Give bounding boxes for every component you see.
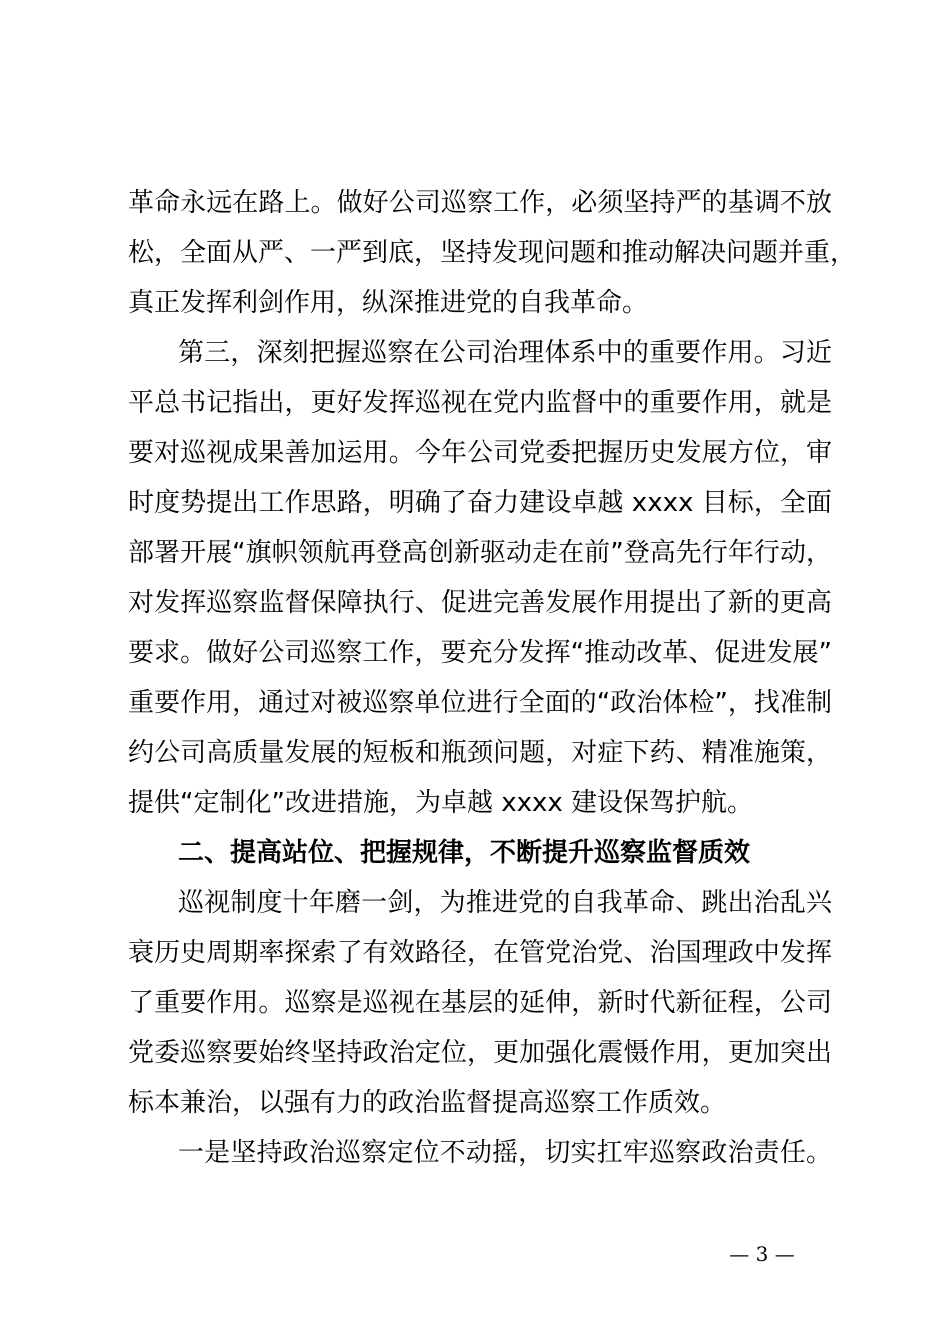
- paragraph-line: 部署开展“旗帜领航再登高创新驱动走在前”登高先行年行动，: [128, 538, 832, 568]
- paragraph-line: 要对巡视成果善加运用。今年公司党委把握历史发展方位，审: [128, 438, 832, 468]
- paragraph-line: 时度势提出工作思路，明确了奋力建设卓越 xxxx 目标，全面: [128, 488, 832, 518]
- paragraph-line: 党委巡察要始终坚持政治定位，更加强化震慑作用，更加突出: [128, 1038, 832, 1068]
- paragraph-line: 约公司高质量发展的短板和瓶颈问题，对症下药、精准施策，: [128, 738, 832, 768]
- page-number: — 3 —: [729, 1242, 795, 1266]
- paragraph-line: 衰历史周期率探索了有效路径，在管党治党、治国理政中发挥: [128, 938, 832, 968]
- paragraph-line: 一是坚持政治巡察定位不动摇，切实扛牢巡察政治责任。: [178, 1138, 832, 1168]
- paragraph-line: 巡视制度十年磨一剑，为推进党的自我革命、跳出治乱兴: [178, 888, 832, 918]
- paragraph-line: 标本兼治，以强有力的政治监督提高巡察工作质效。: [128, 1088, 727, 1118]
- paragraph-line: 革命永远在路上。做好公司巡察工作，必须坚持严的基调不放: [128, 188, 832, 218]
- paragraph-line: 要求。做好公司巡察工作，要充分发挥“推动改革、促进发展”: [128, 638, 832, 668]
- paragraph-line: 第三，深刻把握巡察在公司治理体系中的重要作用。习近: [178, 338, 832, 368]
- paragraph-line: 提供“定制化”改进措施，为卓越 xxxx 建设保驾护航。: [128, 788, 754, 818]
- paragraph-line: 对发挥巡察监督保障执行、促进完善发展作用提出了新的更高: [128, 588, 832, 618]
- paragraph-line: 真正发挥利剑作用，纵深推进党的自我革命。: [128, 288, 649, 318]
- section-heading: 二、提高站位、把握规律，不断提升巡察监督质效: [178, 838, 751, 868]
- paragraph-line: 了重要作用。巡察是巡视在基层的延伸，新时代新征程，公司: [128, 988, 832, 1018]
- paragraph-line: 平总书记指出，更好发挥巡视在党内监督中的重要作用，就是: [128, 388, 832, 418]
- paragraph-line: 松，全面从严、一严到底，坚持发现问题和推动解决问题并重，: [128, 238, 857, 268]
- paragraph-line: 重要作用，通过对被巡察单位进行全面的“政治体检”，找准制: [128, 688, 832, 718]
